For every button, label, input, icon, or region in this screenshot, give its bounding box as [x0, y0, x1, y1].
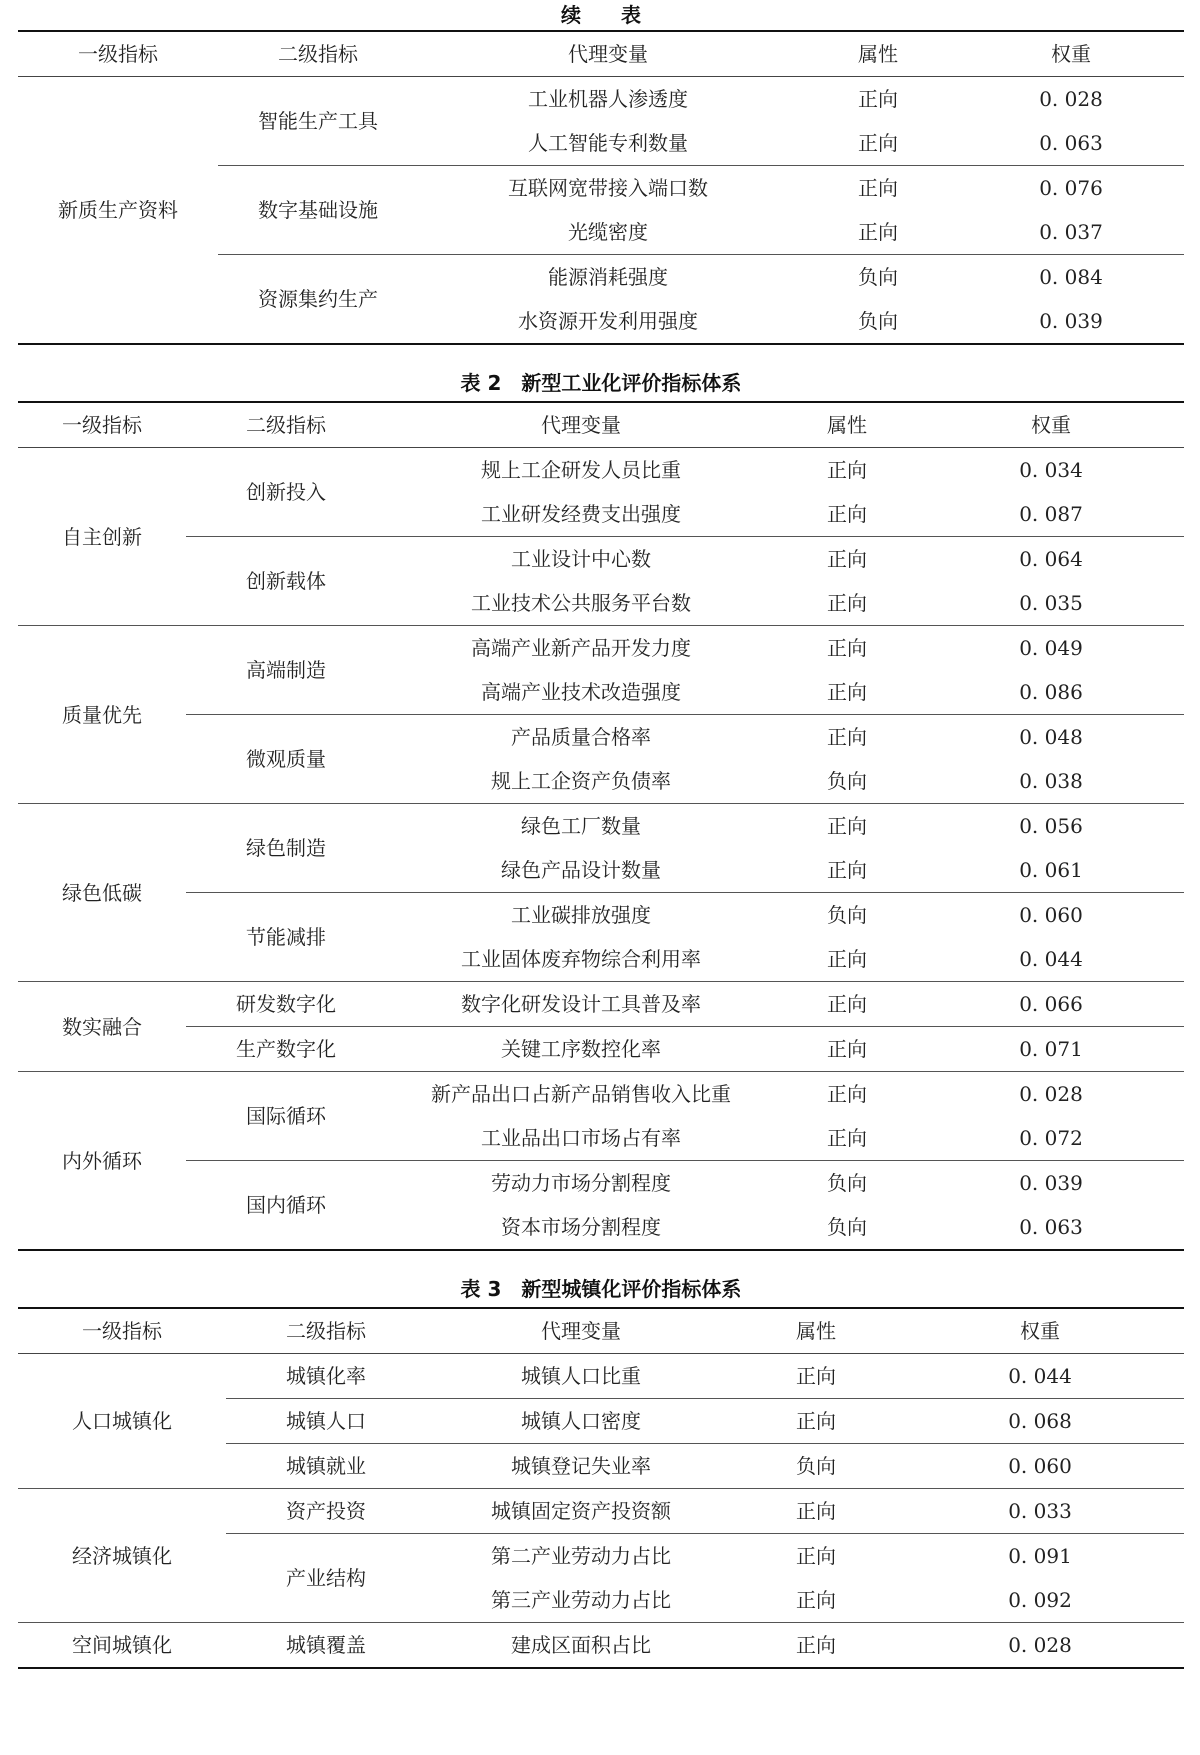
- attribute: 正向: [736, 1534, 896, 1579]
- proxy-variable: 第二产业劳动力占比: [426, 1534, 736, 1579]
- column-header: 一级指标: [18, 402, 186, 448]
- column-header: 代理变量: [418, 31, 798, 77]
- attribute: 正向: [827, 591, 867, 615]
- secondary-indicator: 数字基础设施: [218, 166, 418, 255]
- proxy-variable: 绿色工厂数量: [386, 804, 776, 849]
- proxy-variable: 建成区面积占比: [426, 1623, 736, 1669]
- column-header: 一级指标: [18, 1308, 226, 1354]
- secondary-indicator: 城镇人口: [226, 1399, 426, 1444]
- weight: 0. 072: [1019, 1126, 1083, 1150]
- table-row: [18, 1072, 1184, 1117]
- attribute: 正向: [736, 1489, 896, 1534]
- weight: 0. 084: [958, 255, 1184, 300]
- attribute: 正向: [776, 626, 918, 671]
- weight: 0. 033: [896, 1489, 1184, 1534]
- table-row: [18, 982, 1184, 1027]
- secondary-indicator: 微观质量: [186, 715, 386, 804]
- header-row: [18, 31, 1184, 77]
- table-caption: 续 表: [561, 3, 641, 27]
- attribute: 正向: [736, 1399, 896, 1444]
- secondary-indicator: 研发数字化: [186, 982, 386, 1027]
- proxy-variable: 城镇固定资产投资额: [426, 1489, 736, 1534]
- attribute: 正向: [858, 220, 898, 244]
- proxy-variable: 工业机器人渗透度: [528, 87, 688, 111]
- proxy-variable: 绿色产品设计数量: [501, 858, 661, 882]
- column-header: 属性: [736, 1308, 896, 1354]
- data-table: [18, 30, 1184, 345]
- proxy-variable: 能源消耗强度: [418, 255, 798, 300]
- primary-indicator: 自主创新: [62, 524, 142, 549]
- weight: 0. 064: [918, 537, 1184, 582]
- secondary-indicator: 创新投入: [246, 480, 326, 504]
- weight: 0. 037: [1039, 220, 1103, 244]
- weight: 0. 063: [918, 1205, 1184, 1250]
- column-header: 属性: [798, 31, 958, 77]
- proxy-variable: 人工智能专利数量: [528, 131, 688, 155]
- weight: 0. 066: [918, 982, 1184, 1027]
- attribute: 正向: [827, 458, 867, 482]
- secondary-indicator: 产业结构: [226, 1534, 426, 1623]
- table-row: [18, 537, 1184, 582]
- attribute: 负向: [776, 1205, 918, 1250]
- secondary-indicator: 资产投资: [226, 1489, 426, 1534]
- proxy-variable: 规上工企资产负债率: [491, 769, 671, 793]
- primary-indicator: 内外循环: [18, 1072, 186, 1251]
- column-header: 权重: [918, 402, 1184, 448]
- weight: 0. 044: [1008, 1364, 1072, 1388]
- weight: 0. 060: [896, 1444, 1184, 1489]
- attribute: 正向: [796, 1588, 836, 1612]
- secondary-indicator: 智能生产工具: [258, 109, 378, 133]
- proxy-variable: 产品质量合格率: [386, 715, 776, 760]
- table-3-urbanization: [18, 1271, 1184, 1669]
- weight: 0. 087: [1019, 502, 1083, 526]
- weight: 0. 056: [918, 804, 1184, 849]
- data-table: [18, 401, 1184, 1251]
- proxy-variable: 光缆密度: [568, 220, 648, 244]
- attribute: 负向: [827, 769, 867, 793]
- column-header: 权重: [896, 1308, 1184, 1354]
- attribute: 正向: [827, 502, 867, 526]
- weight: 0. 039: [958, 299, 1184, 344]
- secondary-indicator: 节能减排: [186, 893, 386, 982]
- attribute: 正向: [827, 1126, 867, 1150]
- attribute: 正向: [827, 858, 867, 882]
- weight: 0. 091: [896, 1534, 1184, 1579]
- secondary-indicator: 资源集约生产: [218, 255, 418, 345]
- primary-indicator: 空间城镇化: [18, 1623, 226, 1669]
- weight: 0. 048: [918, 715, 1184, 760]
- weight: 0. 071: [918, 1027, 1184, 1072]
- primary-indicator: 数实融合: [18, 982, 186, 1072]
- document-page: [18, 0, 1184, 1669]
- attribute: 正向: [776, 1072, 918, 1117]
- weight: 0. 039: [918, 1161, 1184, 1206]
- table-row: [18, 1354, 1184, 1399]
- column-header: 代理变量: [386, 402, 776, 448]
- weight: 0. 028: [896, 1623, 1184, 1669]
- header-row: [18, 1308, 1184, 1354]
- secondary-indicator: 城镇就业: [226, 1444, 426, 1489]
- primary-indicator: 人口城镇化: [72, 1409, 172, 1433]
- data-table: [18, 1307, 1184, 1669]
- attribute: 正向: [798, 166, 958, 211]
- table-row: [18, 715, 1184, 760]
- weight: 0. 038: [1019, 769, 1083, 793]
- attribute: 正向: [827, 947, 867, 971]
- proxy-variable: 关键工序数控化率: [386, 1027, 776, 1072]
- attribute: 负向: [736, 1444, 896, 1489]
- attribute: 正向: [796, 1364, 836, 1388]
- table-row: [18, 1027, 1184, 1072]
- primary-indicator: 新质生产资料: [18, 77, 218, 345]
- attribute: 正向: [776, 804, 918, 849]
- weight: 0. 028: [918, 1072, 1184, 1117]
- weight: 0. 086: [1019, 680, 1083, 704]
- table-row: [18, 448, 1184, 493]
- proxy-variable: 城镇登记失业率: [426, 1444, 736, 1489]
- proxy-variable: 工业研发经费支出强度: [481, 502, 681, 526]
- weight: 0. 060: [918, 893, 1184, 938]
- proxy-variable: 工业技术公共服务平台数: [471, 591, 691, 615]
- proxy-variable: 资本市场分割程度: [386, 1205, 776, 1250]
- weight: 0. 049: [918, 626, 1184, 671]
- table-row: [18, 893, 1184, 938]
- column-header: 二级指标: [218, 31, 418, 77]
- attribute: 正向: [858, 131, 898, 155]
- attribute: 正向: [776, 537, 918, 582]
- weight: 0. 035: [1019, 591, 1083, 615]
- secondary-indicator: 生产数字化: [186, 1027, 386, 1072]
- column-header: 属性: [776, 402, 918, 448]
- attribute: 正向: [776, 982, 918, 1027]
- weight: 0. 028: [1039, 87, 1103, 111]
- table-caption: 表 3 新型城镇化评价指标体系: [460, 1277, 742, 1301]
- proxy-variable: 劳动力市场分割程度: [386, 1161, 776, 1206]
- proxy-variable: 城镇人口密度: [426, 1399, 736, 1444]
- secondary-indicator: 国际循环: [186, 1072, 386, 1161]
- secondary-indicator: 绿色制造: [186, 804, 386, 893]
- secondary-indicator: 城镇覆盖: [226, 1623, 426, 1669]
- proxy-variable: 互联网宽带接入端口数: [418, 166, 798, 211]
- table-row: [18, 1489, 1184, 1534]
- proxy-variable: 高端产业技术改造强度: [481, 680, 681, 704]
- proxy-variable: 工业固体废弃物综合利用率: [461, 947, 701, 971]
- secondary-indicator: 创新载体: [186, 537, 386, 626]
- weight: 0. 034: [1019, 458, 1083, 482]
- proxy-variable: 工业品出口市场占有率: [481, 1126, 681, 1150]
- attribute: 负向: [776, 1161, 918, 1206]
- column-header: 代理变量: [426, 1308, 736, 1354]
- weight: 0. 061: [1019, 858, 1083, 882]
- attribute: 正向: [827, 680, 867, 704]
- secondary-indicator: 国内循环: [186, 1161, 386, 1251]
- attribute: 正向: [858, 87, 898, 111]
- attribute: 负向: [798, 299, 958, 344]
- secondary-indicator: 高端制造: [186, 626, 386, 715]
- weight: 0. 044: [1019, 947, 1083, 971]
- weight: 0. 076: [958, 166, 1184, 211]
- secondary-indicator: 城镇化率: [286, 1364, 366, 1388]
- table-row: [18, 1623, 1184, 1669]
- proxy-variable: 数字化研发设计工具普及率: [386, 982, 776, 1027]
- proxy-variable: 新产品出口占新产品销售收入比重: [386, 1072, 776, 1117]
- column-header: 二级指标: [226, 1308, 426, 1354]
- primary-indicator: 经济城镇化: [18, 1489, 226, 1623]
- proxy-variable: 第三产业劳动力占比: [491, 1588, 671, 1612]
- attribute: 负向: [798, 255, 958, 300]
- column-header: 一级指标: [18, 31, 218, 77]
- proxy-variable: 工业设计中心数: [386, 537, 776, 582]
- proxy-variable: 规上工企研发人员比重: [481, 458, 681, 482]
- weight: 0. 063: [1039, 131, 1103, 155]
- attribute: 正向: [776, 715, 918, 760]
- primary-indicator: 质量优先: [18, 626, 186, 804]
- table-caption: 表 2 新型工业化评价指标体系: [460, 371, 742, 395]
- proxy-variable: 高端产业新产品开发力度: [386, 626, 776, 671]
- weight: 0. 068: [896, 1399, 1184, 1444]
- attribute: 正向: [736, 1623, 896, 1669]
- proxy-variable: 城镇人口比重: [521, 1364, 641, 1388]
- table-row: [18, 804, 1184, 849]
- column-header: 权重: [958, 31, 1184, 77]
- column-header: 二级指标: [186, 402, 386, 448]
- proxy-variable: 水资源开发利用强度: [418, 299, 798, 344]
- table-row: [18, 1161, 1184, 1206]
- header-row: [18, 402, 1184, 448]
- attribute: 正向: [776, 1027, 918, 1072]
- table-row: [18, 626, 1184, 671]
- primary-indicator: 绿色低碳: [18, 804, 186, 982]
- weight: 0. 092: [1008, 1588, 1072, 1612]
- table-row: [18, 77, 1184, 122]
- table-continued: [18, 0, 1184, 345]
- table-2-industrialization: [18, 365, 1184, 1251]
- attribute: 负向: [776, 893, 918, 938]
- proxy-variable: 工业碳排放强度: [386, 893, 776, 938]
